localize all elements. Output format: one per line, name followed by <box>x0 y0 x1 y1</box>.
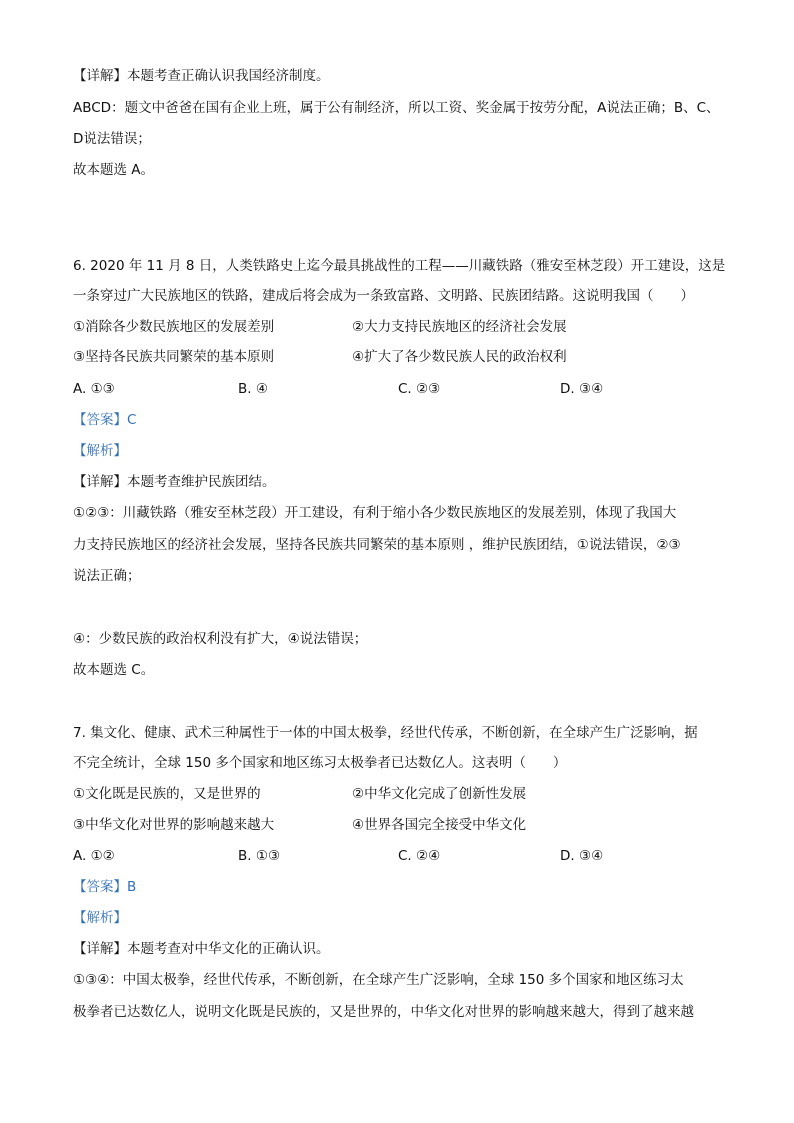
conclusion-text: 故本题选 A。 <box>73 162 155 178</box>
analysis-text: ABCD：题文中爸爸在国有企业上班，属于公有制经济，所以工资、奖金属于按劳分配，A说法正确；B、C、 <box>73 100 720 116</box>
explanation-text: ④：少数民族的政治权利没有扩大，④说法错误； <box>73 631 368 647</box>
analysis-label: 【解析】 <box>73 443 127 459</box>
question-stem: 不完全统计，全球 150 多个国家和地区练习太极拳者已达数亿人。这表明（ ） <box>73 755 567 771</box>
option: C. ②④ <box>398 848 441 864</box>
detail-text: 【详解】本题考查正确认识我国经济制度。 <box>73 68 330 84</box>
explanation-text: ①③④：中国太极拳，经世代传承，不断创新，在全球产生广泛影响，全球 150 多个国家和地区练习太 <box>73 972 684 988</box>
statement: ②大力支持民族地区的经济社会发展 <box>352 319 567 335</box>
statement: ④世界各国完全接受中华文化 <box>352 817 527 833</box>
statement-row <box>73 317 723 337</box>
option: B. ①③ <box>238 848 281 864</box>
detail-text: 【详解】本题考查维护民族团结。 <box>73 474 276 490</box>
statement-row <box>73 347 723 367</box>
answer-label: 【答案】B <box>73 879 137 895</box>
explanation-text: ①②③：川藏铁路（雅安至林芝段）开工建设，有利于缩小各少数民族地区的发展差别，体现了我国大 <box>73 505 677 521</box>
question-stem: 6. 2020 年 11 月 8 日，人类铁路史上迄今最具挑战性的工程——川藏铁路（雅安至林芝段）开工建设，这是 <box>73 258 726 274</box>
statement: ④扩大了各少数民族人民的政治权利 <box>352 349 567 365</box>
explanation-text: 说法正确； <box>73 568 141 584</box>
analysis-label: 【解析】 <box>73 910 127 926</box>
option: A. ①③ <box>73 381 115 397</box>
statement: ③坚持各民族共同繁荣的基本原则 <box>73 349 275 365</box>
conclusion-text: 故本题选 C。 <box>73 662 155 678</box>
statement: ①消除各少数民族地区的发展差别 <box>73 319 275 335</box>
statement-row <box>73 784 723 804</box>
statement: ②中华文化完成了创新性发展 <box>352 786 527 802</box>
explanation-text: 极拳者已达数亿人，说明文化既是民族的，又是世界的，中华文化对世界的影响越来越大，得到了越来越 <box>73 1004 694 1020</box>
option: A. ①② <box>73 848 115 864</box>
explanation-text: 力支持民族地区的经济社会发展，坚持各民族共同繁荣的基本原则 ，维护民族团结，①说法错误，②③ <box>73 537 681 553</box>
answer-label: 【答案】C <box>73 412 137 428</box>
question-stem: 7. 集文化、健康、武术三种属性于一体的中国太极拳，经世代传承，不断创新，在全球产生广泛影响，据 <box>73 725 698 741</box>
statement: ①文化既是民族的，又是世界的 <box>73 786 261 802</box>
detail-text: 【详解】本题考查对中华文化的正确认识。 <box>73 941 330 957</box>
analysis-text: D说法错误； <box>73 131 151 147</box>
options-row <box>73 846 723 866</box>
options-row <box>73 379 723 399</box>
question-stem: 一条穿过广大民族地区的铁路，建成后将会成为一条致富路、文明路、民族团结路。这说明我国（ ） <box>73 288 694 304</box>
statement: ③中华文化对世界的影响越来越大 <box>73 817 275 833</box>
option: D. ③④ <box>560 848 604 864</box>
statement-row <box>73 815 723 835</box>
option: D. ③④ <box>560 381 604 397</box>
option: B. ④ <box>238 381 268 397</box>
option: C. ②③ <box>398 381 441 397</box>
